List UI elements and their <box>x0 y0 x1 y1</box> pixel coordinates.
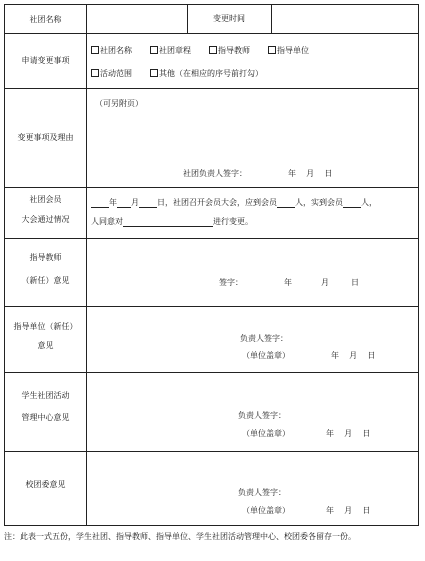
advisor-opinion-label-line1: 指导教师 <box>29 253 62 262</box>
youth-league-opinion-label: 校团委意见 <box>25 480 66 489</box>
center-signature-date: 年 月 日 <box>326 429 371 438</box>
change-reason-label: 变更事项及理由 <box>17 133 74 142</box>
unit-opinion-label-line1: 指导单位（新任） <box>13 322 78 331</box>
checkbox-icon[interactable] <box>150 69 158 77</box>
option-advisor[interactable]: 指导教师 <box>209 46 250 56</box>
row-divider <box>5 372 418 373</box>
option-activity-scope[interactable]: 活动范围 <box>91 69 132 79</box>
change-item-blank[interactable] <box>123 217 213 227</box>
change-application-form <box>4 4 419 526</box>
year-blank[interactable] <box>91 198 109 208</box>
advisor-date-year: 年 <box>284 278 292 287</box>
advisor-opinion-label-line2: （新任）意见 <box>21 276 70 285</box>
day-blank[interactable] <box>139 198 157 208</box>
option-club-name[interactable]: 社团名称 <box>91 46 132 56</box>
option-other[interactable]: 其他（在相应的序号前打勾） <box>150 69 263 79</box>
signature-date: 年 月 日 <box>288 169 333 178</box>
unit-signature-label: 负责人签字： <box>240 334 288 343</box>
column-divider <box>271 5 272 33</box>
row-divider <box>5 88 418 89</box>
center-signature-label: 负责人签字： <box>238 411 286 420</box>
row-divider <box>5 33 418 34</box>
center-seal-label: （单位盖章） <box>242 429 290 438</box>
member-meeting-label-line2: 大会通过情况 <box>21 215 70 224</box>
league-signature-date: 年 月 日 <box>326 506 371 515</box>
meeting-details-line2: 人同意对 进行变更。 <box>91 217 253 226</box>
change-time-label: 变更时间 <box>213 14 245 23</box>
checkbox-icon[interactable] <box>91 46 99 54</box>
attach-hint: （可另附页） <box>95 99 143 108</box>
row-divider <box>5 451 418 452</box>
row-divider <box>5 187 418 188</box>
checkbox-icon[interactable] <box>91 69 99 77</box>
unit-opinion-label-line2: 意见 <box>37 341 54 350</box>
league-signature-label: 负责人签字： <box>238 488 286 497</box>
meeting-details-line1: 年 月 日，社团召开会员大会，应到会员 人，实到会员 人， <box>91 198 377 208</box>
club-name-label: 社团名称 <box>29 15 62 24</box>
row-divider <box>5 238 418 239</box>
present-count-blank[interactable] <box>343 198 361 208</box>
advisor-date-day: 日 <box>351 278 359 287</box>
month-blank[interactable] <box>117 198 131 208</box>
unit-seal-label: （单位盖章） <box>242 351 290 360</box>
advisor-signature-label: 签字： <box>219 278 243 287</box>
option-club-charter[interactable]: 社团章程 <box>150 46 191 56</box>
row-divider <box>5 306 418 307</box>
advisor-date-month: 月 <box>321 278 329 287</box>
club-leader-signature-label: 社团负责人签字： <box>183 169 247 178</box>
expected-count-blank[interactable] <box>277 198 295 208</box>
footnote: 注：此表一式五份，学生社团、指导教师、指导单位、学生社团活动管理中心、校团委各留存一份。 <box>4 532 356 541</box>
checkbox-icon[interactable] <box>150 46 158 54</box>
label-column-divider <box>86 5 87 525</box>
league-seal-label: （单位盖章） <box>242 506 290 515</box>
change-items-label: 申请变更事项 <box>21 56 70 65</box>
center-opinion-label-line2: 管理中心意见 <box>21 413 70 422</box>
checkbox-icon[interactable] <box>209 46 217 54</box>
center-opinion-label-line1: 学生社团活动 <box>21 391 70 400</box>
option-supervising-unit[interactable]: 指导单位 <box>268 46 309 56</box>
unit-signature-date: 年 月 日 <box>331 351 376 360</box>
checkbox-icon[interactable] <box>268 46 276 54</box>
member-meeting-label-line1: 社团会员 <box>29 195 62 204</box>
